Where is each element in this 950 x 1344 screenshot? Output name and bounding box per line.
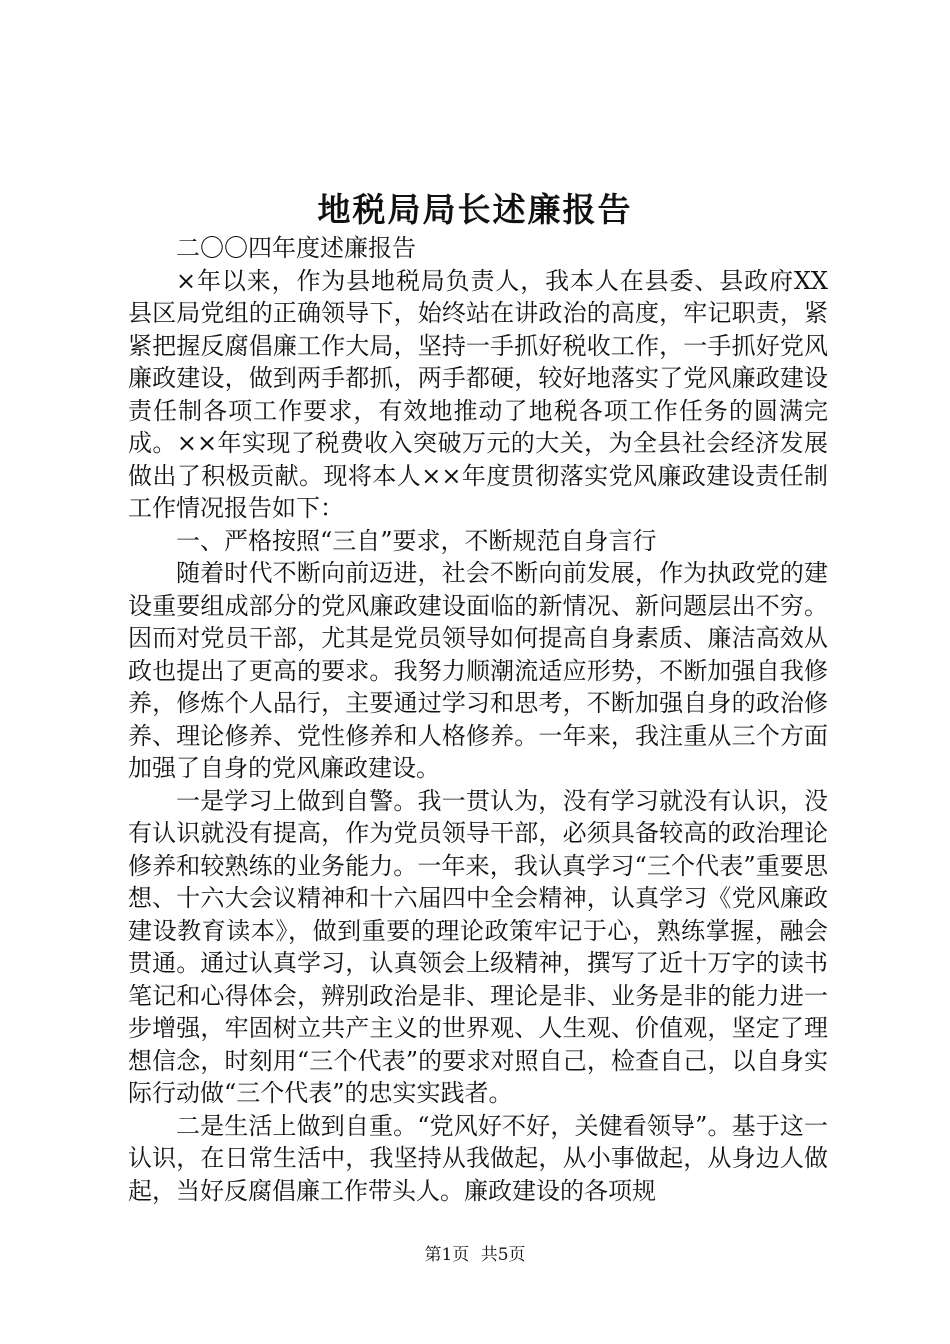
paragraph: 一是学习上做到自警。我一贯认为，没有学习就没有认识，没有认识就没有提高，作为党员领导干部，必须具备较高的政治理论修养和较熟练的业务能力。一年来，我认真学习“三个代表”重要思想、十六大会议精神和十六届四中全会精神，认真学习《党风廉政建设教育读本》，做到重要的理论政策牢记于心，熟练掌握，融会贯通。通过认真学习，认真领会上级精神，撰写了近十万字的读书笔记和心得体会，辨别政治是非、理论是非、业务是非的能力进一步增强，牢固树立共产主义的世界观、人生观、价值观，坚定了理想信念，时刻用“三个代表”的要求对照自己，检查自己，以自身实际行动做“三个代表”的忠实实践者。 [128, 786, 828, 1107]
page-number: 第1页 [424, 1245, 470, 1265]
paragraph: 二是生活上做到自重。“党风好不好，关健看领导”。基于这一认识，在日常生活中，我坚持从我做起，从小事做起，从身边人做起，当好反腐倡廉工作带头人。廉政建设的各项规 [128, 1111, 828, 1205]
paragraph-intro: ×年以来，作为县地税局负责人，我本人在县委、县政府XX县区局党组的正确领导下，始终站在讲政治的高度，牢记职责，紧紧把握反腐倡廉工作大局，坚持一手抓好税收工作，一手抓好党风廉政建设，做到两手都抓，两手都硬，较好地落实了党风廉政建设责任制各项工作要求，有效地推动了地税各项工作任务的圆满完成。××年实现了税费收入突破万元的大关，为全县社会经济发展做出了积极贡献。现将本人××年度贯彻落实党风廉政建设责任制工作情况报告如下： [128, 266, 828, 522]
paragraph-subtitle: 二〇〇四年度述廉报告 [176, 234, 416, 262]
page-footer [0, 1240, 950, 1265]
section-heading: 一、严格按照“三自”要求，不断规范自身言行 [176, 526, 657, 555]
page-total: 共5页 [480, 1245, 526, 1265]
paragraph: 随着时代不断向前迈进，社会不断向前发展，作为执政党的建设重要组成部分的党风廉政建设面临的新情况、新问题层出不穷。因而对党员干部，尤其是党员领导如何提高自身素质、廉洁高效从政也提出了更高的要求。我努力顺潮流适应形势，不断加强自我修养，修炼个人品行，主要通过学习和思考，不断加强自身的政治修养、理论修养、党性修养和人格修养。一年来，我注重从三个方面加强了自身的党风廉政建设。 [128, 559, 828, 782]
document-body [128, 232, 828, 1207]
document-title: 地税局局长述廉报告 [317, 190, 633, 229]
